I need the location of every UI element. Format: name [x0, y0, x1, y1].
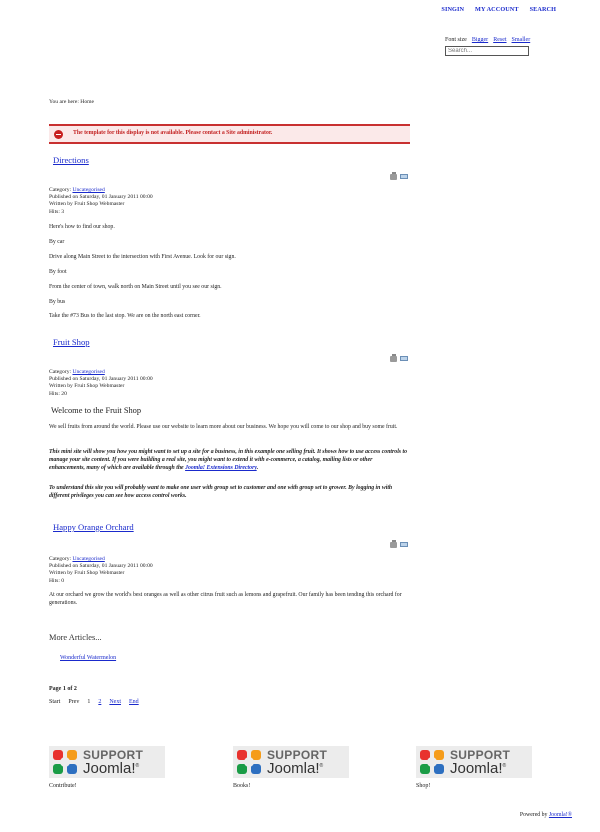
pagination-next[interactable]: Next [109, 699, 122, 705]
error-text: The template for this display is not available. Please contact a Site administrator. [73, 130, 273, 137]
category-label: Category: [49, 187, 73, 193]
article-hits: Hits: 3 [49, 208, 65, 215]
article-directions [49, 155, 410, 325]
signin-link[interactable]: SINGIN [441, 6, 465, 13]
article-published: Published on Saturday, 01 January 2011 00:00 [49, 194, 153, 201]
print-icon[interactable] [390, 174, 397, 180]
article-author: Written by Fruit Shop Webmaster [49, 383, 125, 390]
banner-line1: SUPPORT [267, 747, 328, 762]
breadcrumb: You are here: Home [49, 99, 94, 105]
joomla-logo-icon [418, 748, 446, 776]
pagination-prev: Prev [68, 699, 80, 705]
banner-caption: Contribute! [49, 783, 77, 789]
search-input[interactable] [445, 46, 529, 56]
font-reset-link[interactable]: Reset [493, 37, 507, 43]
support-joomla-banner[interactable] [49, 746, 165, 778]
pagination-page-2[interactable]: 2 [98, 699, 102, 705]
top-nav [441, 6, 556, 14]
email-icon[interactable] [400, 542, 408, 547]
article-meta [49, 187, 153, 216]
category-link[interactable]: Uncategorised [72, 556, 105, 562]
email-icon[interactable] [400, 356, 408, 361]
search-link[interactable]: SEARCH [529, 6, 556, 13]
banner-text [83, 749, 143, 776]
joomla-link[interactable]: Joomla!® [548, 812, 572, 818]
powered-by [520, 812, 572, 820]
article-actions [390, 542, 408, 548]
category-link[interactable]: Uncategorised [72, 369, 105, 375]
article-author: Written by Fruit Shop Webmaster [49, 570, 125, 577]
more-article-link[interactable]: Wonderful Watermelon [60, 655, 117, 661]
print-icon[interactable] [390, 356, 397, 362]
paragraph: From the center of town, walk north on Main Street until you see our sign. [49, 284, 222, 290]
article-hits: Hits: 20 [49, 390, 67, 397]
paragraph: We sell fruits from around the world. Please use our website to learn more about our business. We hope you will come to our shop and buy some fruit. [49, 424, 398, 430]
paragraph: At our orchard we grow the world's best oranges as well as other citrus fruit such as lemons and grapefruit. Our family has been tending this orchard for generations. [49, 592, 402, 606]
banner-line2: Joomla!® [267, 759, 324, 777]
error-message [49, 124, 410, 144]
article-subheading: Welcome to the Fruit Shop [51, 406, 142, 415]
pagination [49, 698, 139, 706]
my-account-link[interactable]: MY ACCOUNT [475, 6, 519, 13]
paragraph: By bus [49, 299, 66, 305]
banner-line2: Joomla!® [83, 759, 140, 777]
italic-paragraph: To understand this site you will probably want to make one user with group set to customer and one with group set to grower. By logging in with different privileges you can see how access control works. [49, 485, 393, 499]
banner-text [450, 749, 510, 776]
article-title[interactable]: Directions [53, 155, 89, 165]
paragraph: Take the #73 Bus to the last stop. We are on the north east corner. [49, 313, 201, 319]
article-category [49, 556, 153, 563]
banner-caption: Shop! [416, 783, 431, 789]
article-happy-orange-orchard [49, 522, 410, 612]
joomla-logo-icon [235, 748, 263, 776]
article-published: Published on Saturday, 01 January 2011 00:00 [49, 563, 153, 570]
font-size-label: Font size [445, 37, 467, 43]
print-icon[interactable] [390, 542, 397, 548]
paragraph: By foot [49, 269, 67, 275]
email-icon[interactable] [400, 174, 408, 179]
italic-text-end: . [256, 465, 259, 471]
support-joomla-banner[interactable] [233, 746, 349, 778]
article-author: Written by Fruit Shop Webmaster [49, 201, 125, 208]
category-label: Category: [49, 556, 73, 562]
article-hits: Hits: 0 [49, 577, 65, 584]
powered-by-label: Powered by [519, 812, 549, 818]
page-counter: Page 1 of 2 [49, 686, 77, 692]
banner-line1: SUPPORT [450, 747, 511, 762]
article-published: Published on Saturday, 01 January 2011 00:00 [49, 376, 153, 383]
error-icon [54, 130, 63, 139]
extensions-directory-link[interactable]: Joomla! Extensions Directory [185, 465, 257, 471]
banner-caption: Books! [233, 783, 251, 789]
pagination-page-1: 1 [87, 699, 91, 705]
article-meta [49, 369, 153, 398]
pagination-start: Start [49, 699, 61, 705]
italic-paragraph [49, 448, 409, 472]
banner-line1: SUPPORT [83, 747, 144, 762]
article-actions [390, 356, 408, 362]
font-bigger-link[interactable]: Bigger [471, 37, 489, 43]
article-title[interactable]: Happy Orange Orchard [53, 522, 134, 532]
banner-text [267, 749, 327, 776]
font-size-controls [445, 36, 530, 44]
category-link[interactable]: Uncategorised [72, 187, 105, 193]
banner-line2: Joomla!® [450, 759, 507, 777]
category-label: Category: [49, 369, 73, 375]
italic-text: This mini site will show you how you might want to set up a site for a business, in this example one selling fruit. It shows how to use access controls to manage your site content. If you were building a real site, you might want to extend it with e-commerce, a catalog, mailing lists or other enhancements, many of which are available through the [49, 449, 408, 471]
article-title[interactable]: Fruit Shop [53, 337, 90, 347]
paragraph: By car [49, 239, 65, 245]
more-articles-heading: More Articles... [49, 633, 102, 642]
pagination-end[interactable]: End [129, 699, 139, 705]
article-fruit-shop [49, 337, 410, 512]
font-smaller-link[interactable]: Smaller [511, 37, 531, 43]
article-category [49, 187, 153, 194]
article-category [49, 369, 153, 376]
support-joomla-banner[interactable] [416, 746, 532, 778]
paragraph: Drive along Main Street to the intersection with First Avenue. Look for our sign. [49, 254, 236, 260]
article-actions [390, 174, 408, 180]
joomla-logo-icon [51, 748, 79, 776]
article-meta [49, 556, 153, 585]
paragraph: Here's how to find our shop. [49, 224, 115, 230]
